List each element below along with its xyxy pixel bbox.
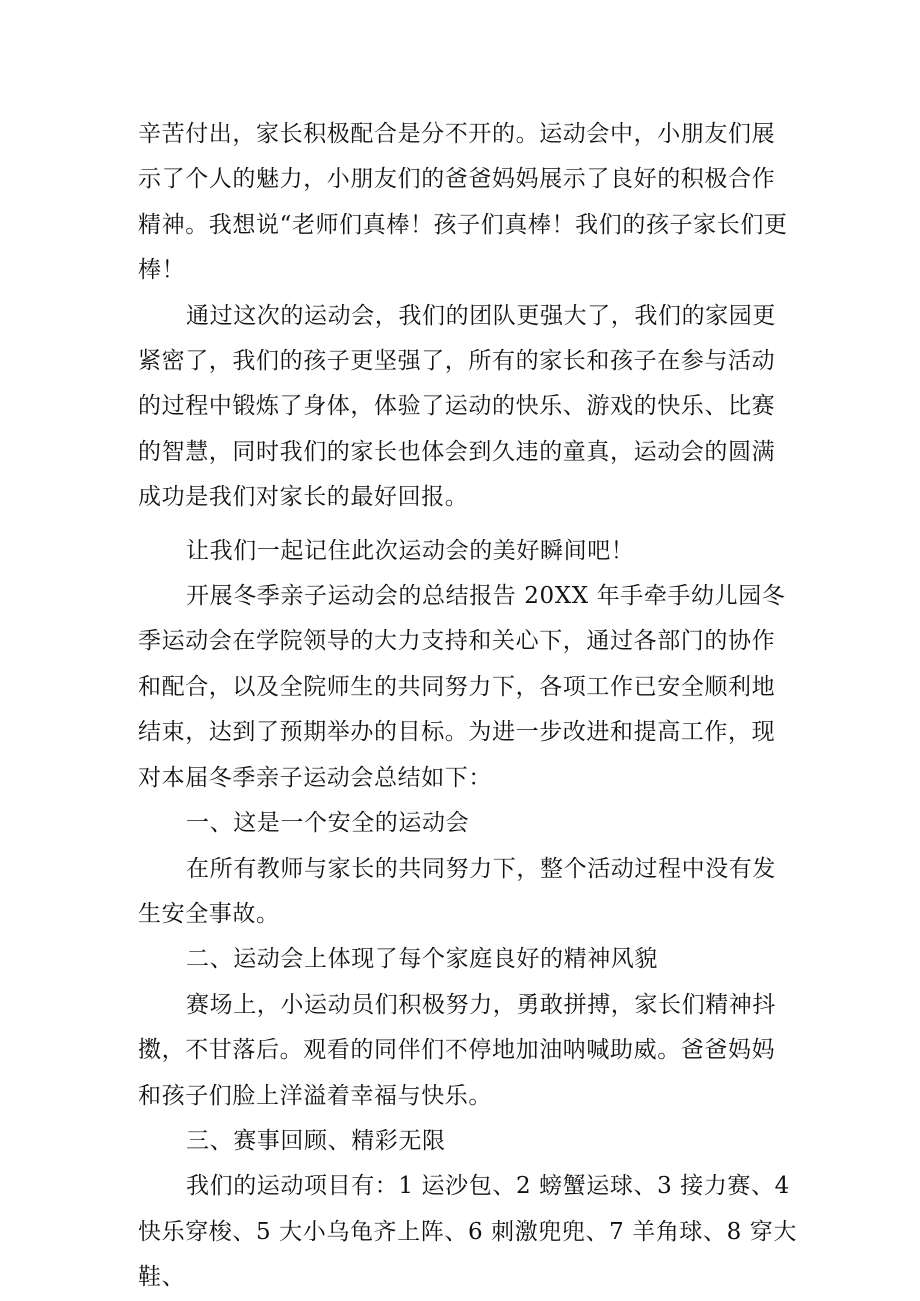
paragraph-2: 通过这次的运动会，我们的团队更强大了，我们的家园更紧密了，我们的孩子更坚强了，所有的家长和孩子在参与活动的过程中锻炼了身体，体验了运动的快乐、游戏的快乐、比赛的智慧，同时我们的家长也体会到久违的童真，运动会的圆满成功是我们对家长的最好回报。 — [138, 302, 776, 511]
section-heading-1: 一、这是一个安全的运动会 — [186, 810, 470, 837]
section-heading-2: 二、运动会上体现了每个家庭良好的精神风貌 — [186, 946, 658, 973]
paragraph-4: 开展冬季亲子运动会的总结报告 20XX 年手牵手幼儿园冬季运动会在学院领导的大力支持和关心下，通过各部门的协作和配合，以及全院师生的共同努力下，各项工作已安全顺利地结束，达到了预期举办的目标。为进一步改进和提高工作，现对本届冬季亲子运动会总结如下： — [138, 583, 786, 791]
paragraph-6: 赛场上，小运动员们积极努力，勇敢拼搏，家长们精神抖擞，不甘落后。观看的同伴们不停地加油呐喊助威。爸爸妈妈和孩子们脸上洋溢着幸福与快乐。 — [138, 991, 776, 1109]
paragraph-3: 让我们一起记住此次运动会的美好瞬间吧！ — [186, 537, 635, 564]
paragraph-1: 辛苦付出，家长积极配合是分不开的。运动会中，小朋友们展示了个人的魅力，小朋友们的爸爸妈妈展示了良好的积极合作精神。我想说“老师们真棒！孩子们真棒！我们的孩子家长们更棒！ — [138, 121, 788, 284]
paragraph-7: 我们的运动项目有：1 运沙包、2 螃蟹运球、3 接力赛、4 快乐穿梭、5 大小乌龟齐上阵、6 刺激兜兜、7 羊角球、8 穿大鞋、 — [138, 1173, 797, 1291]
document-body — [138, 112, 798, 1301]
section-heading-3: 三、赛事回顾、精彩无限 — [186, 1127, 446, 1154]
paragraph-5: 在所有教师与家长的共同努力下，整个活动过程中没有发生安全事故。 — [138, 855, 776, 927]
